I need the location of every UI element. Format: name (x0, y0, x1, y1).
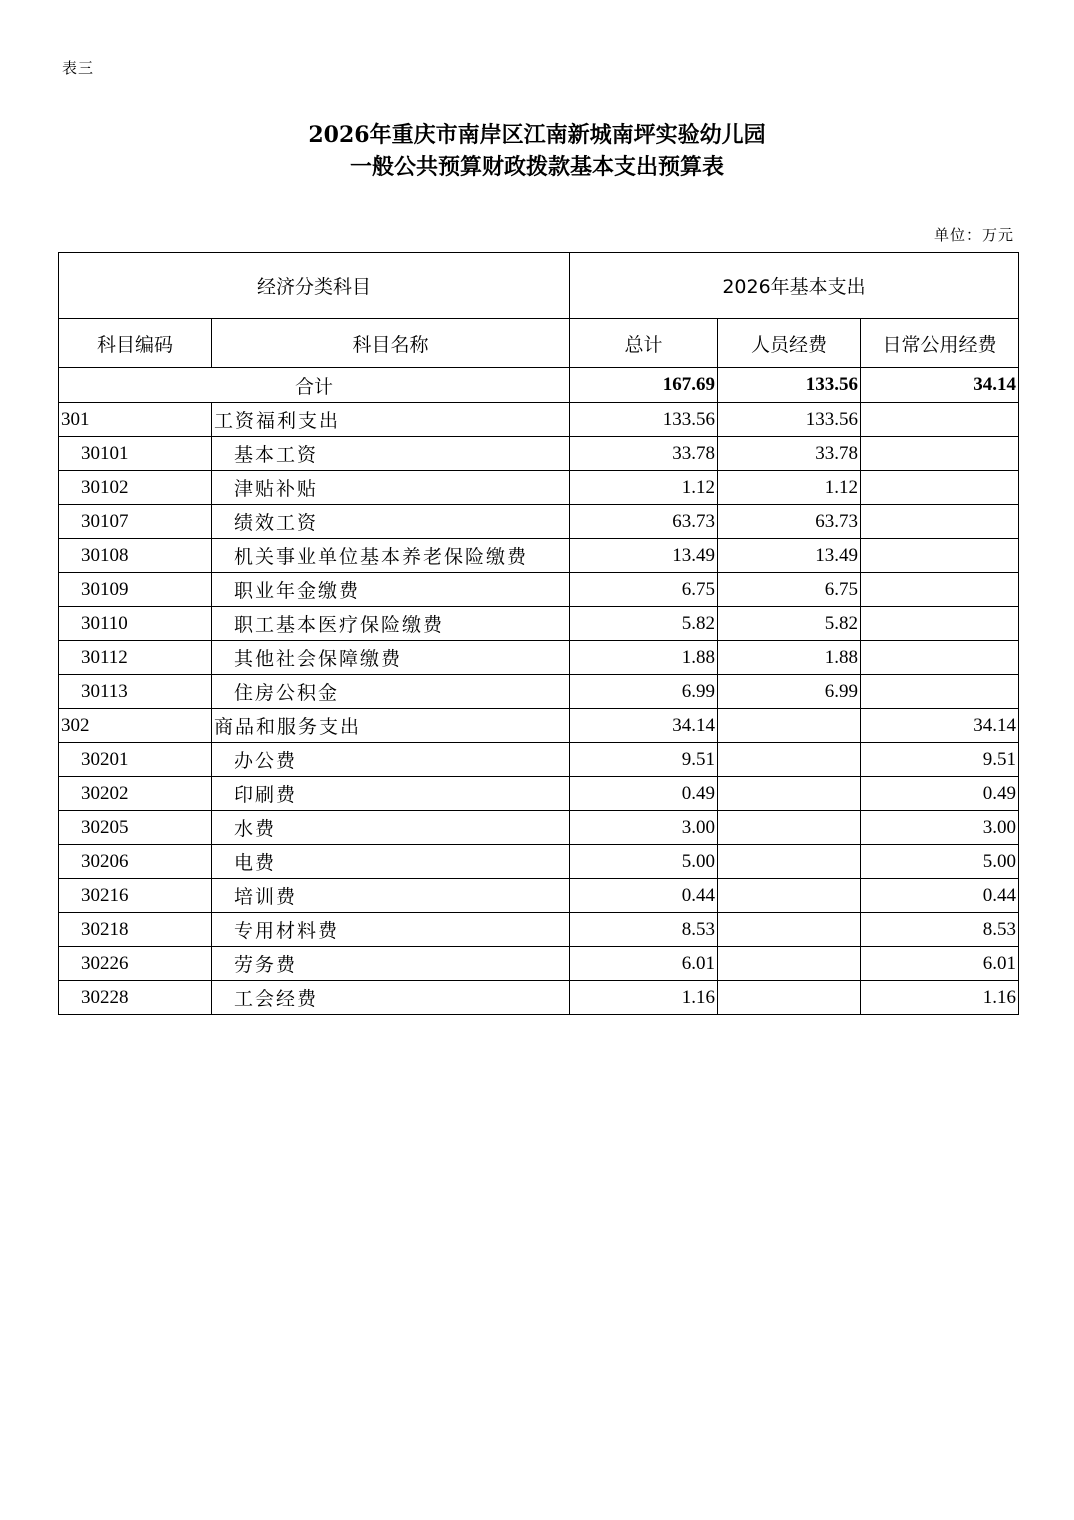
cell-subject-code: 30202 (59, 777, 212, 811)
cell-personnel (718, 981, 861, 1015)
header-public: 日常公用经费 (861, 319, 1019, 368)
table-row (59, 403, 1019, 437)
cell-public: 34.14 (861, 709, 1019, 743)
table-row (59, 471, 1019, 505)
cell-subject-name: 培训费 (212, 879, 570, 913)
cell-public: 8.53 (861, 913, 1019, 947)
cell-personnel: 63.73 (718, 505, 861, 539)
cell-subject-name: 住房公积金 (212, 675, 570, 709)
table-row (59, 641, 1019, 675)
cell-public: 9.51 (861, 743, 1019, 777)
cell-personnel: 33.78 (718, 437, 861, 471)
total-row (59, 368, 1019, 403)
cell-total: 0.49 (570, 777, 718, 811)
table-row (59, 947, 1019, 981)
total-personnel: 133.56 (718, 368, 861, 403)
cell-subject-code: 30112 (59, 641, 212, 675)
cell-subject-name: 其他社会保障缴费 (212, 641, 570, 675)
cell-subject-name: 水费 (212, 811, 570, 845)
cell-public (861, 573, 1019, 607)
table-row (59, 913, 1019, 947)
cell-subject-name: 工资福利支出 (212, 403, 570, 437)
cell-total: 9.51 (570, 743, 718, 777)
cell-public (861, 505, 1019, 539)
cell-public: 3.00 (861, 811, 1019, 845)
header-subject-name: 科目名称 (212, 319, 570, 368)
cell-personnel (718, 709, 861, 743)
table-row (59, 845, 1019, 879)
cell-subject-code: 30218 (59, 913, 212, 947)
table-row (59, 981, 1019, 1015)
cell-subject-name: 职工基本医疗保险缴费 (212, 607, 570, 641)
cell-subject-name: 劳务费 (212, 947, 570, 981)
cell-total: 1.88 (570, 641, 718, 675)
cell-subject-name: 印刷费 (212, 777, 570, 811)
cell-total: 13.49 (570, 539, 718, 573)
table-row (59, 879, 1019, 913)
cell-public (861, 675, 1019, 709)
cell-personnel: 13.49 (718, 539, 861, 573)
cell-total: 63.73 (570, 505, 718, 539)
cell-public: 6.01 (861, 947, 1019, 981)
cell-subject-name: 津贴补贴 (212, 471, 570, 505)
total-label: 合计 (59, 368, 570, 403)
cell-total: 34.14 (570, 709, 718, 743)
cell-personnel (718, 845, 861, 879)
table-row (59, 505, 1019, 539)
cell-total: 5.00 (570, 845, 718, 879)
unit-label: 单位：万元 (933, 226, 1014, 244)
cell-personnel: 6.75 (718, 573, 861, 607)
cell-subject-code: 30108 (59, 539, 212, 573)
cell-personnel (718, 777, 861, 811)
cell-subject-code: 30205 (59, 811, 212, 845)
cell-personnel: 133.56 (718, 403, 861, 437)
document-title-line2: 一般公共预算财政拨款基本支出预算表 (349, 154, 724, 180)
cell-public (861, 539, 1019, 573)
cell-personnel: 1.88 (718, 641, 861, 675)
cell-public: 5.00 (861, 845, 1019, 879)
cell-total: 0.44 (570, 879, 718, 913)
cell-total: 1.16 (570, 981, 718, 1015)
cell-public (861, 437, 1019, 471)
cell-public (861, 607, 1019, 641)
cell-total: 8.53 (570, 913, 718, 947)
cell-subject-code: 30113 (59, 675, 212, 709)
cell-public: 0.49 (861, 777, 1019, 811)
header-total: 总计 (570, 319, 718, 368)
cell-total: 5.82 (570, 607, 718, 641)
cell-personnel (718, 913, 861, 947)
cell-subject-name: 商品和服务支出 (212, 709, 570, 743)
header-subject-code: 科目编码 (59, 319, 212, 368)
table-row (59, 743, 1019, 777)
cell-personnel: 6.99 (718, 675, 861, 709)
header-row-columns (59, 319, 1019, 368)
cell-subject-name: 职业年金缴费 (212, 573, 570, 607)
table-row (59, 777, 1019, 811)
header-row-group (59, 253, 1019, 319)
cell-subject-code: 302 (59, 709, 212, 743)
cell-total: 1.12 (570, 471, 718, 505)
table-row (59, 539, 1019, 573)
cell-subject-code: 30216 (59, 879, 212, 913)
budget-table (58, 252, 1019, 1015)
cell-subject-name: 基本工资 (212, 437, 570, 471)
cell-subject-code: 30110 (59, 607, 212, 641)
table-row (59, 573, 1019, 607)
cell-total: 33.78 (570, 437, 718, 471)
header-economic-classification: 经济分类科目 (59, 253, 570, 319)
cell-subject-code: 30102 (59, 471, 212, 505)
cell-subject-code: 30201 (59, 743, 212, 777)
cell-personnel: 5.82 (718, 607, 861, 641)
cell-subject-name: 工会经费 (212, 981, 570, 1015)
table-row (59, 675, 1019, 709)
table-row (59, 437, 1019, 471)
cell-personnel (718, 743, 861, 777)
total-public: 34.14 (861, 368, 1019, 403)
cell-total: 6.01 (570, 947, 718, 981)
cell-subject-code: 301 (59, 403, 212, 437)
cell-subject-code: 30206 (59, 845, 212, 879)
cell-subject-name: 电费 (212, 845, 570, 879)
cell-total: 6.99 (570, 675, 718, 709)
header-personnel: 人员经费 (718, 319, 861, 368)
table-row (59, 709, 1019, 743)
cell-subject-name: 绩效工资 (212, 505, 570, 539)
cell-personnel: 1.12 (718, 471, 861, 505)
cell-subject-code: 30228 (59, 981, 212, 1015)
cell-personnel (718, 879, 861, 913)
cell-public (861, 641, 1019, 675)
cell-subject-code: 30107 (59, 505, 212, 539)
cell-total: 6.75 (570, 573, 718, 607)
cell-subject-code: 30109 (59, 573, 212, 607)
cell-personnel (718, 811, 861, 845)
cell-subject-code: 30101 (59, 437, 212, 471)
cell-public (861, 403, 1019, 437)
cell-subject-name: 办公费 (212, 743, 570, 777)
cell-subject-name: 专用材料费 (212, 913, 570, 947)
cell-personnel (718, 947, 861, 981)
cell-public: 0.44 (861, 879, 1019, 913)
total-total: 167.69 (570, 368, 718, 403)
cell-subject-code: 30226 (59, 947, 212, 981)
cell-public (861, 471, 1019, 505)
table-row (59, 607, 1019, 641)
table-number: 表三 (62, 59, 95, 77)
header-basic-expenditure: 2026年基本支出 (570, 253, 1019, 319)
document-title-line1: 2026年重庆市南岸区江南新城南坪实验幼儿园 (308, 122, 766, 148)
cell-total: 3.00 (570, 811, 718, 845)
cell-total: 133.56 (570, 403, 718, 437)
table-row (59, 811, 1019, 845)
cell-subject-name: 机关事业单位基本养老保险缴费 (212, 539, 570, 573)
cell-public: 1.16 (861, 981, 1019, 1015)
